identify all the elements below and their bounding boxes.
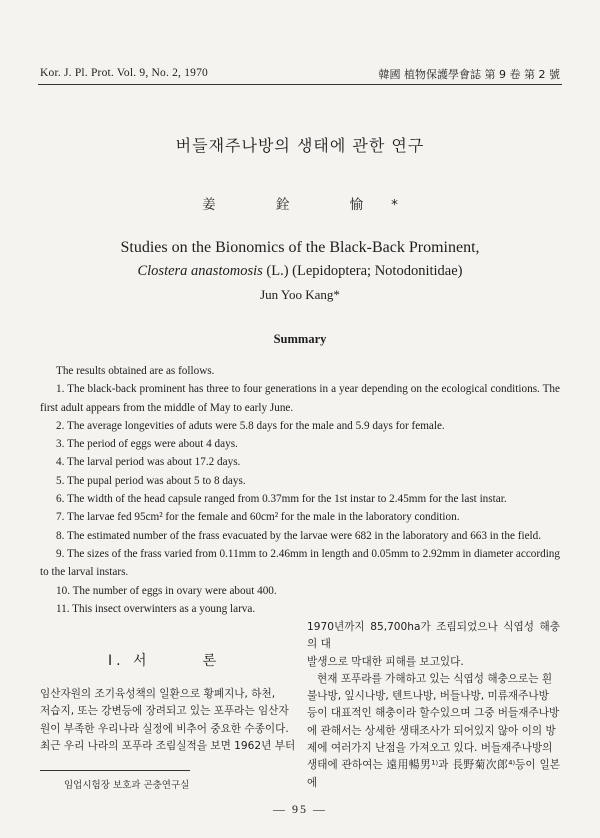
journal-citation-en: Kor. J. Pl. Prot. Vol. 9, No. 2, 1970 xyxy=(40,67,209,79)
summary-paragraph: 3. The period of eggs were about 4 days. xyxy=(56,438,238,451)
korean-title: 버들재주나방의 생태에 관한 연구 xyxy=(175,136,425,155)
body-line: 불나방, 잎시나방, 텐트나방, 버들나방, 미류재주나방 xyxy=(307,690,549,703)
header-divider xyxy=(38,84,562,85)
body-line: 등이 대표적인 해충이라 할수있으며 그중 버들재주나방 xyxy=(307,707,560,720)
author-affiliation-footnote: 임업시험장 보호과 곤충연구실 xyxy=(64,780,190,791)
body-line: 원이 부족한 우리나라 실정에 비추어 중요한 수종이다. xyxy=(40,722,289,735)
body-line: 임산자원의 조기육성책의 일환으로 황폐지나, 하천, xyxy=(40,688,276,700)
summary-paragraph: 7. The larvae fed 95cm² for the female and 60cm² for the male in the laboratory condition. xyxy=(56,511,460,524)
body-line: 발생으로 막대한 피해를 보고있다. xyxy=(307,655,464,668)
section-title-end: 론 xyxy=(202,653,221,669)
summary-paragraph: 5. The pupal period was about 5 to 8 days. xyxy=(56,474,246,487)
body-line: 생태에 관하여는 遠用暢男¹⁾과 長野菊次郎⁴⁾등이 일본에 xyxy=(307,759,560,789)
author-hanja: 姜 銓 愉* xyxy=(202,197,426,213)
species-name: Clostera anastomosis xyxy=(137,263,263,279)
body-line: 제에 여러가지 난점을 가져오고 있다. 버들재주나방의 xyxy=(307,742,553,755)
summary-paragraph: The results obtained are as follows. xyxy=(56,365,215,377)
summary-body xyxy=(40,362,560,618)
body-line: 에 관해서는 상세한 생태조사가 되어있지 않아 이의 방 xyxy=(307,724,556,737)
page-number: — 95 — xyxy=(273,802,327,816)
english-title-line2 xyxy=(0,263,600,280)
summary-paragraph: 11. This insect overwinters as a young larva. xyxy=(56,602,256,615)
body-line: 저습지, 또는 강변등에 장려되고 있는 포푸라는 임산자 xyxy=(40,705,289,718)
body-line: 현재 포푸라를 가해하고 있는 식엽성 해충으로는 흰 xyxy=(317,672,553,685)
summary-paragraph: 8. The estimated number of the frass evacuated by the larvae were 682 in the laboratory and 663 in the field. xyxy=(56,529,542,542)
english-title-line1: Studies on the Bionomics of the Black-Back Prominent, xyxy=(120,239,480,256)
summary-paragraph: 6. The width of the head capsule ranged from 0.37mm for the 1st instar to 2.45mm for the last instar. xyxy=(56,493,507,506)
section-heading-introduction xyxy=(108,650,220,670)
summary-paragraph: 4. The larval period was about 17.2 days. xyxy=(56,456,241,469)
summary-paragraph: 10. The number of eggs in ovary were about 400. xyxy=(56,584,277,597)
english-author: Jun Yoo Kang* xyxy=(260,287,340,302)
body-right-column xyxy=(307,619,560,792)
summary-heading: Summary xyxy=(273,332,327,346)
body-line: 1970년까지 85,700ha가 조림되었으나 식엽성 해충의 대 xyxy=(307,621,560,651)
section-numeral: I. 서 xyxy=(108,653,151,669)
body-left-column xyxy=(40,686,298,755)
body-line: 최근 우리 나라의 포푸라 조림실적을 보면 1962년 부터 xyxy=(40,739,296,752)
footnote-divider xyxy=(40,770,190,771)
summary-paragraph: 1. The black-back prominent has three to four generations in a year depending on the ecological conditions. The first adult appears from the middle of May to early June. xyxy=(40,383,560,414)
journal-citation-ko: 韓國 植物保護學會誌 第 9 卷 第 2 號 xyxy=(378,68,560,81)
summary-paragraph: 9. The sizes of the frass varied from 0.11mm to 2.46mm in length and 0.05mm to 2.92mm in diameter according to the larval instars. xyxy=(40,547,560,579)
summary-paragraph: 2. The average longevities of aduts were 5.8 days for the male and 5.9 days for female. xyxy=(56,419,445,432)
taxonomy-text: (L.) (Lepidoptera; Notodonitidae) xyxy=(262,263,463,279)
